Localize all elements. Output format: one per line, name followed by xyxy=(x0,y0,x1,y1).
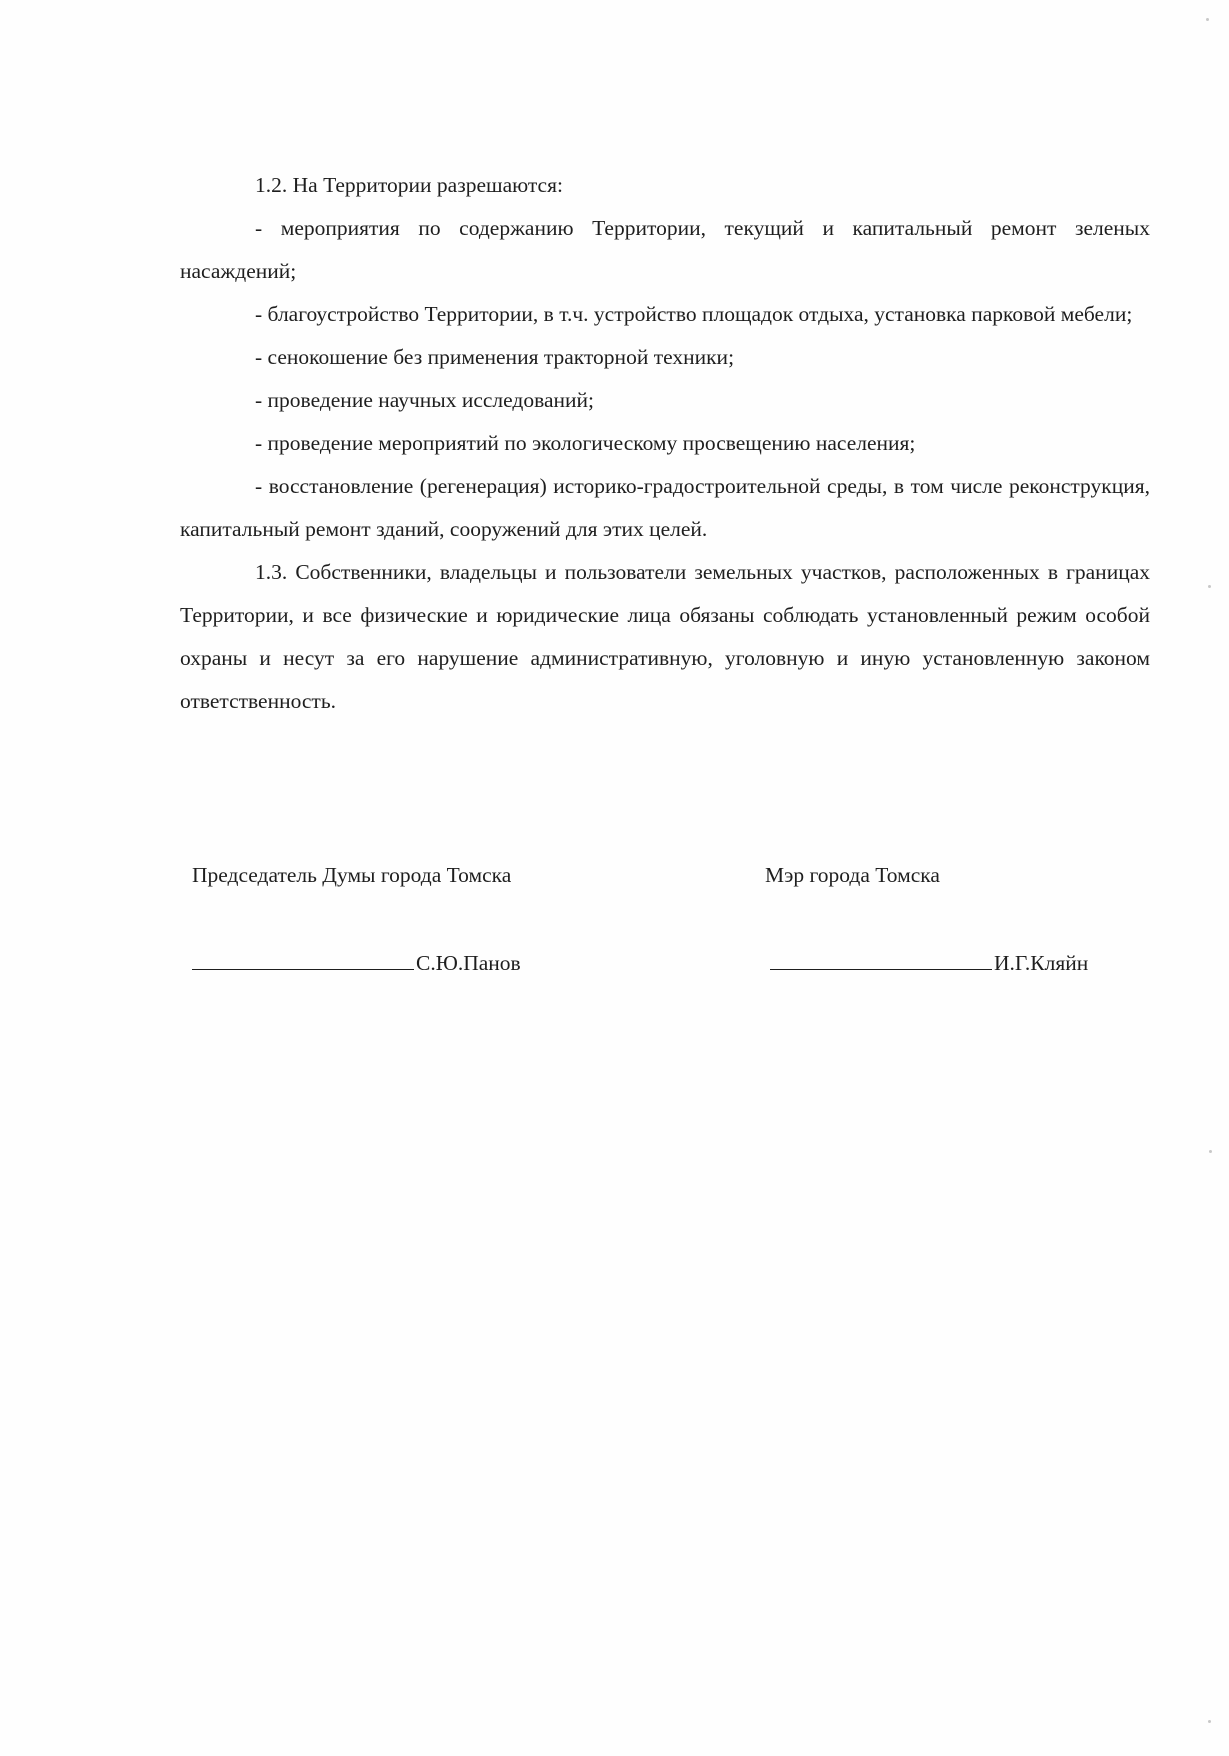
document-body xyxy=(180,164,1150,723)
signature-line xyxy=(770,949,992,970)
signature-right-title: Мэр города Томска xyxy=(765,863,940,887)
list-item: - благоустройство Территории, в т.ч. устройство площадок отдыха, установка парковой мебели; xyxy=(255,302,1133,326)
scan-speck xyxy=(1208,1720,1211,1723)
signature-right-block xyxy=(770,948,1088,978)
signature-left-title: Председатель Думы города Томска xyxy=(192,863,512,887)
list-item: - восстановление (регенерация) историко-градостроительной среды, в том числе реконструкция, капитальный ремонт зданий, сооружений для этих целей. xyxy=(180,474,1150,541)
list-item: - сенокошение без применения тракторной техники; xyxy=(255,345,735,369)
list-item: - мероприятия по содержанию Территории, текущий и капитальный ремонт зеленых насаждений; xyxy=(180,216,1150,283)
scan-speck xyxy=(1206,18,1209,21)
signature-left-name: С.Ю.Панов xyxy=(416,951,521,975)
paragraph-1-3: 1.3. Собственники, владельцы и пользователи земельных участков, расположенных в границах Территории, и все физические и юридические лица обязаны соблюдать установленный режим особой охраны и несут за его нарушение административную, уголовную и иную установленную законом ответственность. xyxy=(180,560,1150,713)
list-item: - проведение мероприятий по экологическому просвещению населения; xyxy=(255,431,916,455)
section-heading-1-2: 1.2. На Территории разрешаются: xyxy=(255,173,563,197)
signature-right-name: И.Г.Кляйн xyxy=(994,951,1089,975)
scan-speck xyxy=(1209,1150,1212,1153)
signature-line xyxy=(192,949,414,970)
signature-left-block xyxy=(192,948,521,978)
scan-speck xyxy=(1208,585,1211,588)
list-item: - проведение научных исследований; xyxy=(255,388,595,412)
